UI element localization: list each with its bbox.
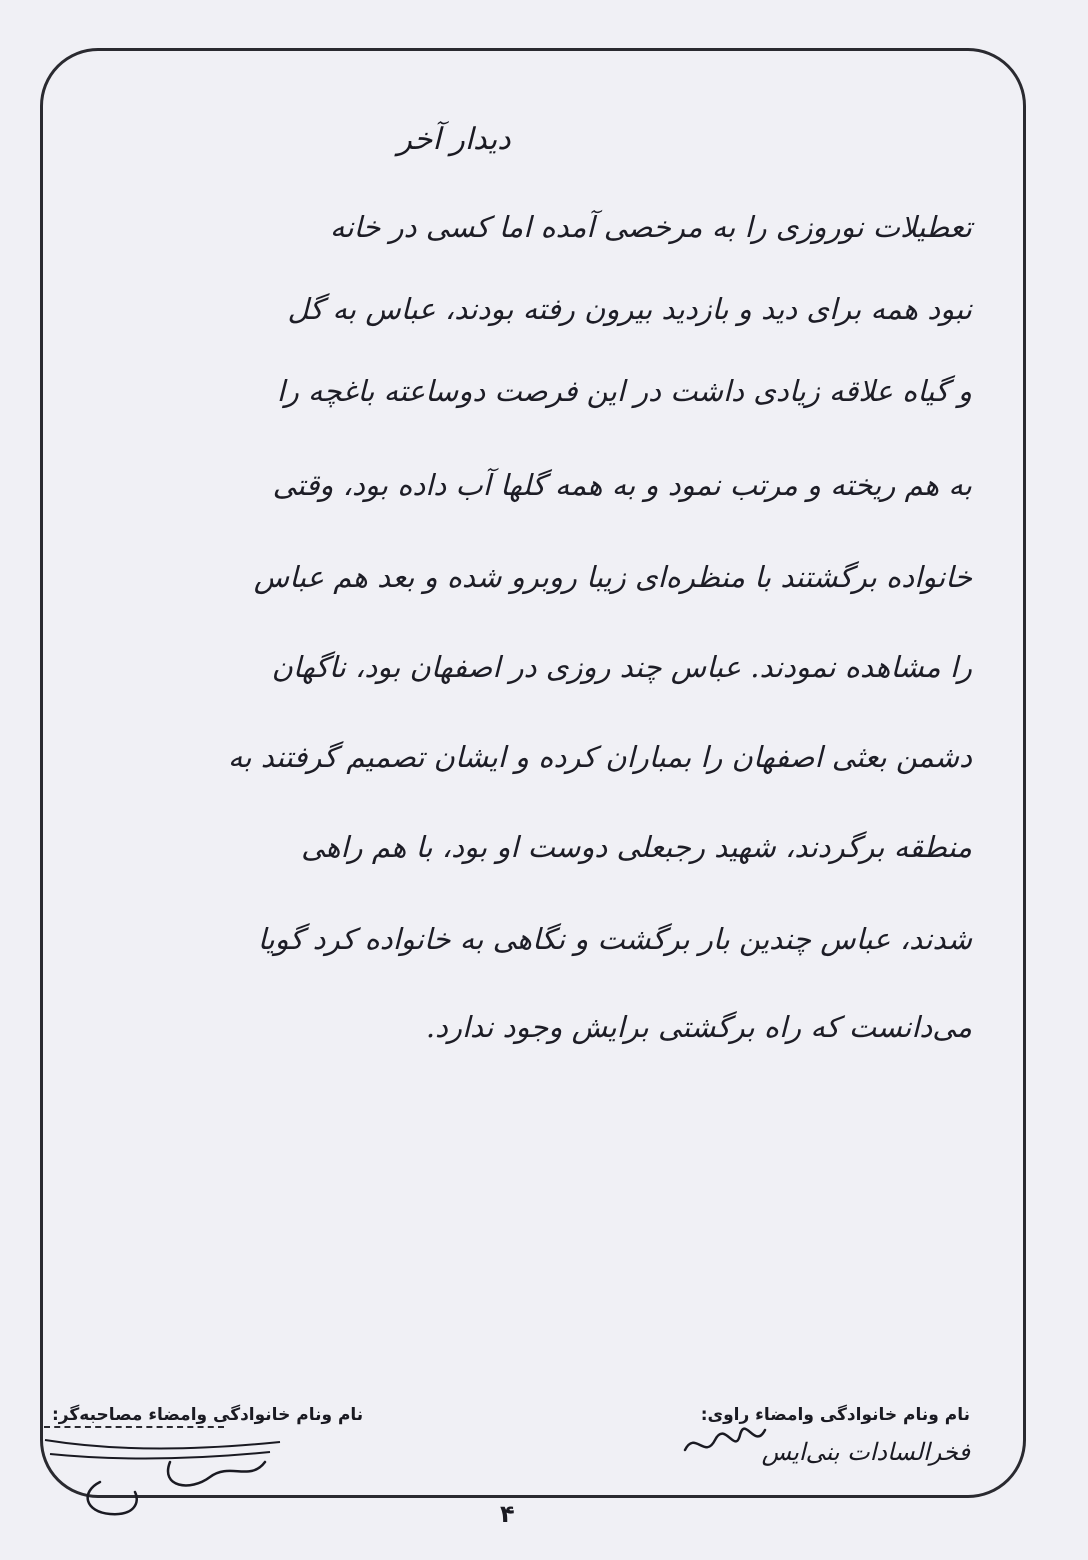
text-line-8: منطقه برگردند، شهید رجبعلی دوست او بود، با هم راهی bbox=[301, 830, 972, 864]
text-line-9: شدند، عباس چندین بار برگشت و نگاهی به خانواده کرد گویا bbox=[257, 922, 972, 956]
interviewer-signature bbox=[40, 1432, 290, 1522]
text-line-10: می‌دانست که راه برگشتی برایش وجود ندارد. bbox=[425, 1010, 972, 1044]
signature-line bbox=[44, 1426, 224, 1428]
narrator-label: نام ونام خانوادگی وامضاء راوی: bbox=[700, 1405, 970, 1425]
text-line-2: نبود همه برای دید و بازدید بیرون رفته بودند، عباس به گل bbox=[287, 292, 972, 326]
page-title: دیدار آخر bbox=[397, 122, 511, 157]
text-line-3: و گیاه علاقه زیادی داشت در این فرصت دوساعته باغچه را bbox=[276, 374, 972, 408]
text-line-5: خانواده برگشتند با منظره‌ای زیبا روبرو شده و بعد هم عباس bbox=[253, 560, 972, 594]
narrator-signature bbox=[680, 1420, 770, 1465]
narrator-name: فخرالسادات بنی‌ایس bbox=[761, 1438, 970, 1466]
text-line-6: را مشاهده نمودند. عباس چند روزی در اصفهان بود، ناگهان bbox=[271, 650, 972, 684]
interviewer-label: نام ونام خانوادگی وامضاء مصاحبه‌گر: bbox=[52, 1405, 364, 1425]
text-line-1: تعطیلات نوروزی را به مرخصی آمده اما کسی در خانه bbox=[330, 210, 972, 244]
text-line-4: به هم ریخته و مرتب نمود و به همه گلها آب داده بود، وقتی bbox=[272, 468, 972, 502]
page-number: ۴ bbox=[500, 1500, 515, 1528]
text-line-7: دشمن بعثی اصفهان را بمباران کرده و ایشان تصمیم گرفتند به bbox=[227, 740, 972, 774]
